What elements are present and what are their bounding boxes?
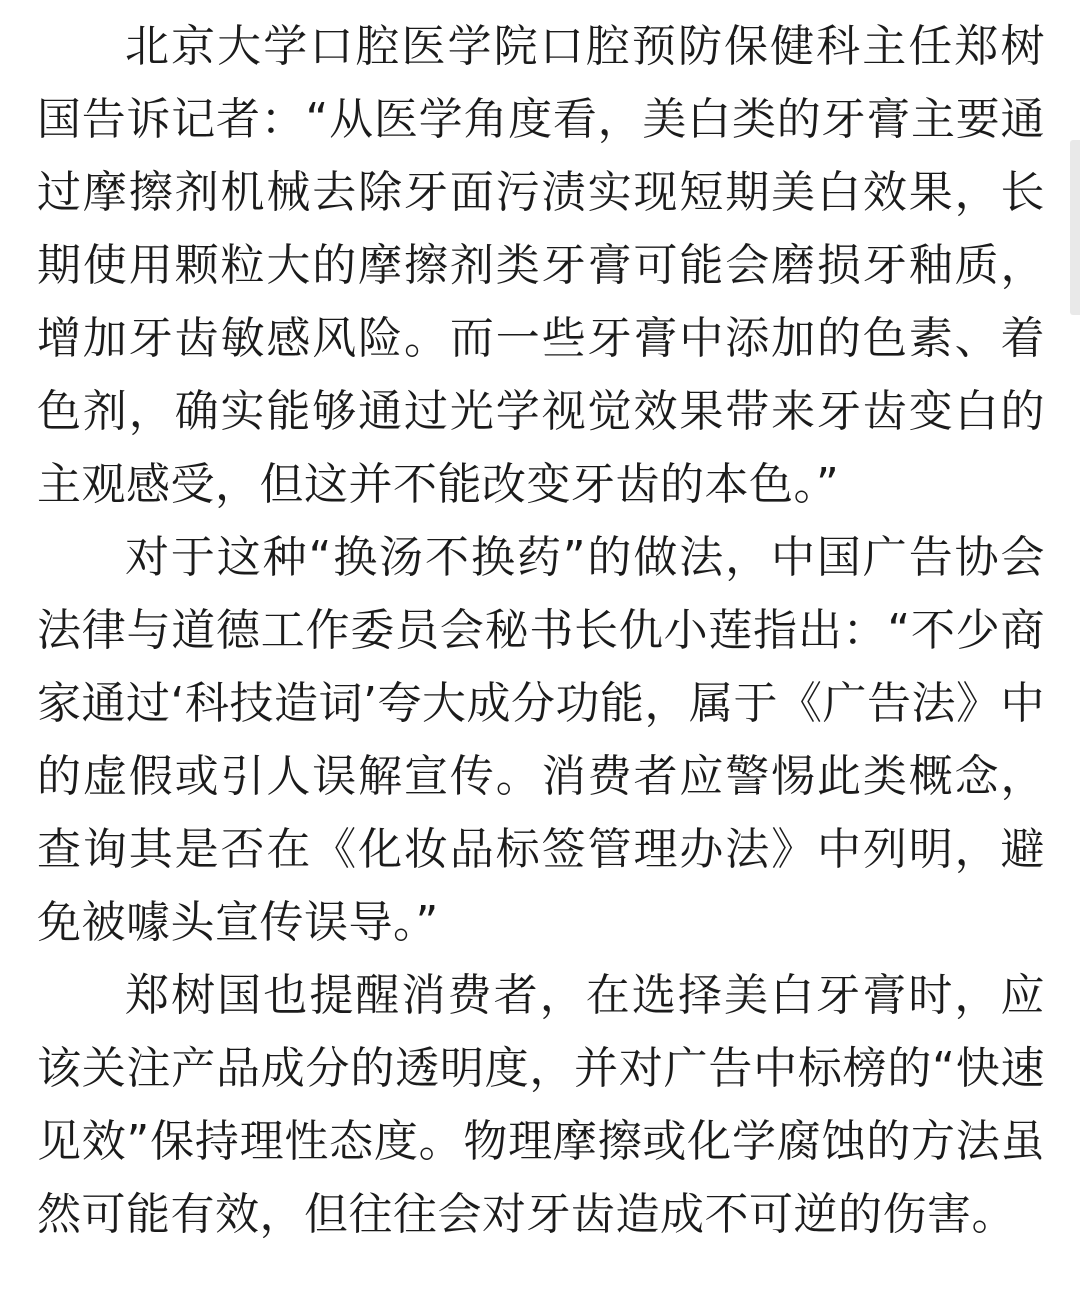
- paragraph: 北京大学口腔医学院口腔预防保健科主任郑树国告诉记者：“从医学角度看，美白类的牙膏主要通过摩擦剂机械去除牙面污渍实现短期美白效果，长期使用颗粒大的摩擦剂类牙膏可能会磨损牙釉质，增加牙齿敏感风险。而一些牙膏中添加的色素、着色剂，确实能够通过光学视觉效果带来牙齿变白的主观感受，但这并不能改变牙齿的本色。”: [37, 21, 1045, 510]
- paragraph: 郑树国也提醒消费者，在选择美白牙膏时，应该关注产品成分的透明度，并对广告中标榜的“快速见效”保持理性态度。物理摩擦或化学腐蚀的方法虽然可能有效，但往往会对牙齿造成不可逆的伤害。: [37, 970, 1045, 1240]
- article-body: [37, 10, 1045, 1251]
- scrollbar[interactable]: [1070, 140, 1080, 315]
- paragraph: 对于这种“换汤不换药”的做法，中国广告协会法律与道德工作委员会秘书长仇小莲指出：“不少商家通过‘科技造词’夸大成分功能，属于《广告法》中的虚假或引人误解宣传。消费者应警惕此类概念，查询其是否在《化妆品标签管理办法》中列明，避免被噱头宣传误导。”: [37, 532, 1045, 948]
